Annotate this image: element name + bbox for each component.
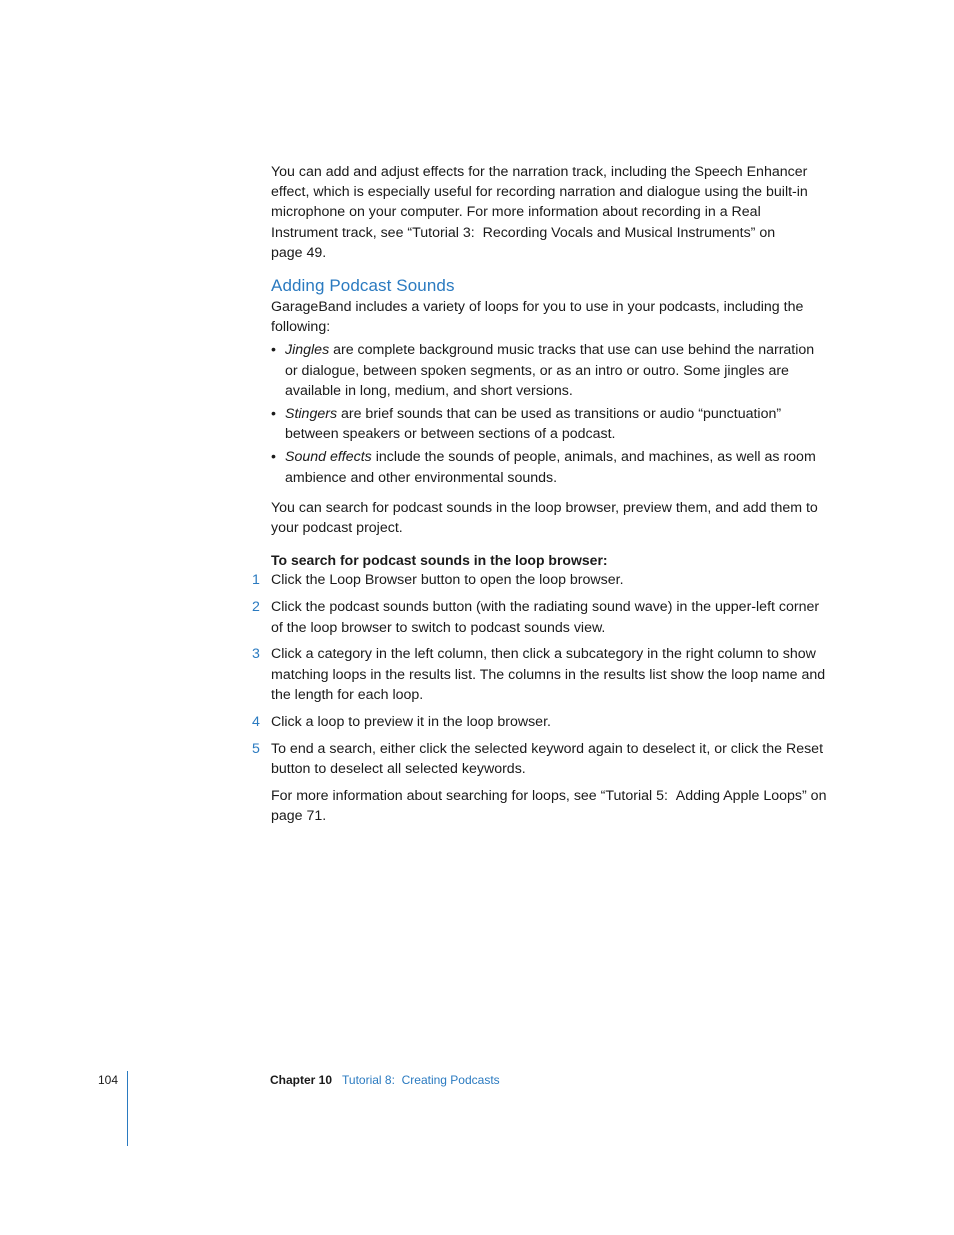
bullet-term: Jingles: [285, 342, 330, 359]
section-lead: GarageBand includes a variety of loops for you to use in your podcasts, including the following:: [271, 299, 804, 336]
bullet-text: are complete background music tracks that use can use behind the narration or dialogue, between spoken segments, or as an intro or outro. Some jingles are available in long, medium, and short versions.: [285, 342, 815, 399]
step-number: 4: [252, 713, 260, 730]
task-heading: To search for podcast sounds in the loop browser:: [271, 552, 608, 569]
steps-list: [252, 570, 827, 779]
step-number: 3: [252, 646, 260, 663]
footer-divider: [127, 1071, 128, 1146]
page-body: [252, 162, 827, 826]
step-number: 5: [252, 740, 260, 757]
step-text: Click the podcast sounds button (with the radiating sound wave) in the upper-left corner of the loop browser to switch to podcast sounds view.: [271, 599, 820, 636]
list-item: [271, 404, 827, 444]
step-text: Click the Loop Browser button to open the loop browser.: [271, 572, 624, 589]
step-item: [252, 644, 827, 705]
bullet-text: include the sounds of people, animals, and machines, as well as room ambience and other environmental sounds.: [285, 449, 816, 486]
step-item: [252, 597, 827, 637]
step-item: [252, 570, 827, 590]
section-heading: Adding Podcast Sounds: [271, 276, 455, 296]
page-number: 104: [97, 1073, 118, 1087]
bullet-text: are brief sounds that can be used as transitions or audio “punctuation” between speakers or between sections of a podcast.: [285, 406, 782, 443]
step-number: 2: [252, 599, 260, 616]
closing-paragraph: For more information about searching for loops, see “Tutorial 5: Adding Apple Loops” on page 71.: [271, 787, 827, 824]
search-paragraph: You can search for podcast sounds in the loop browser, preview them, and add them to your podcast project.: [271, 499, 818, 537]
step-item: [252, 712, 827, 732]
step-text: Click a loop to preview it in the loop browser.: [271, 713, 551, 730]
chapter-title: Tutorial 8: Creating Podcasts: [342, 1073, 500, 1087]
list-item: [271, 340, 827, 401]
footer-chapter: [270, 1072, 500, 1088]
list-item: [271, 447, 827, 487]
bullet-term: Stingers: [285, 406, 338, 423]
loop-types-list: [271, 340, 827, 487]
intro-paragraph: You can add and adjust effects for the narration track, including the Speech Enhancer effect, which is especially useful for recording narration and dialogue using the built-in microphone on your computer. For more information about recording in a Real Instrument track, see “Tutorial 3: Recording Vocals and Musical Instruments” on page 49.: [271, 164, 808, 261]
step-number: 1: [252, 572, 260, 589]
bullet-term: Sound effects: [285, 449, 372, 466]
step-item: [252, 739, 827, 779]
chapter-label: Chapter 10: [270, 1073, 333, 1087]
step-text: Click a category in the left column, then click a subcategory in the right column to show matching loops in the results list. The columns in the results list show the loop name and the length for each loop.: [271, 646, 826, 703]
step-text: To end a search, either click the selected keyword again to deselect it, or click the Reset button to deselect all selected keywords.: [271, 740, 824, 777]
